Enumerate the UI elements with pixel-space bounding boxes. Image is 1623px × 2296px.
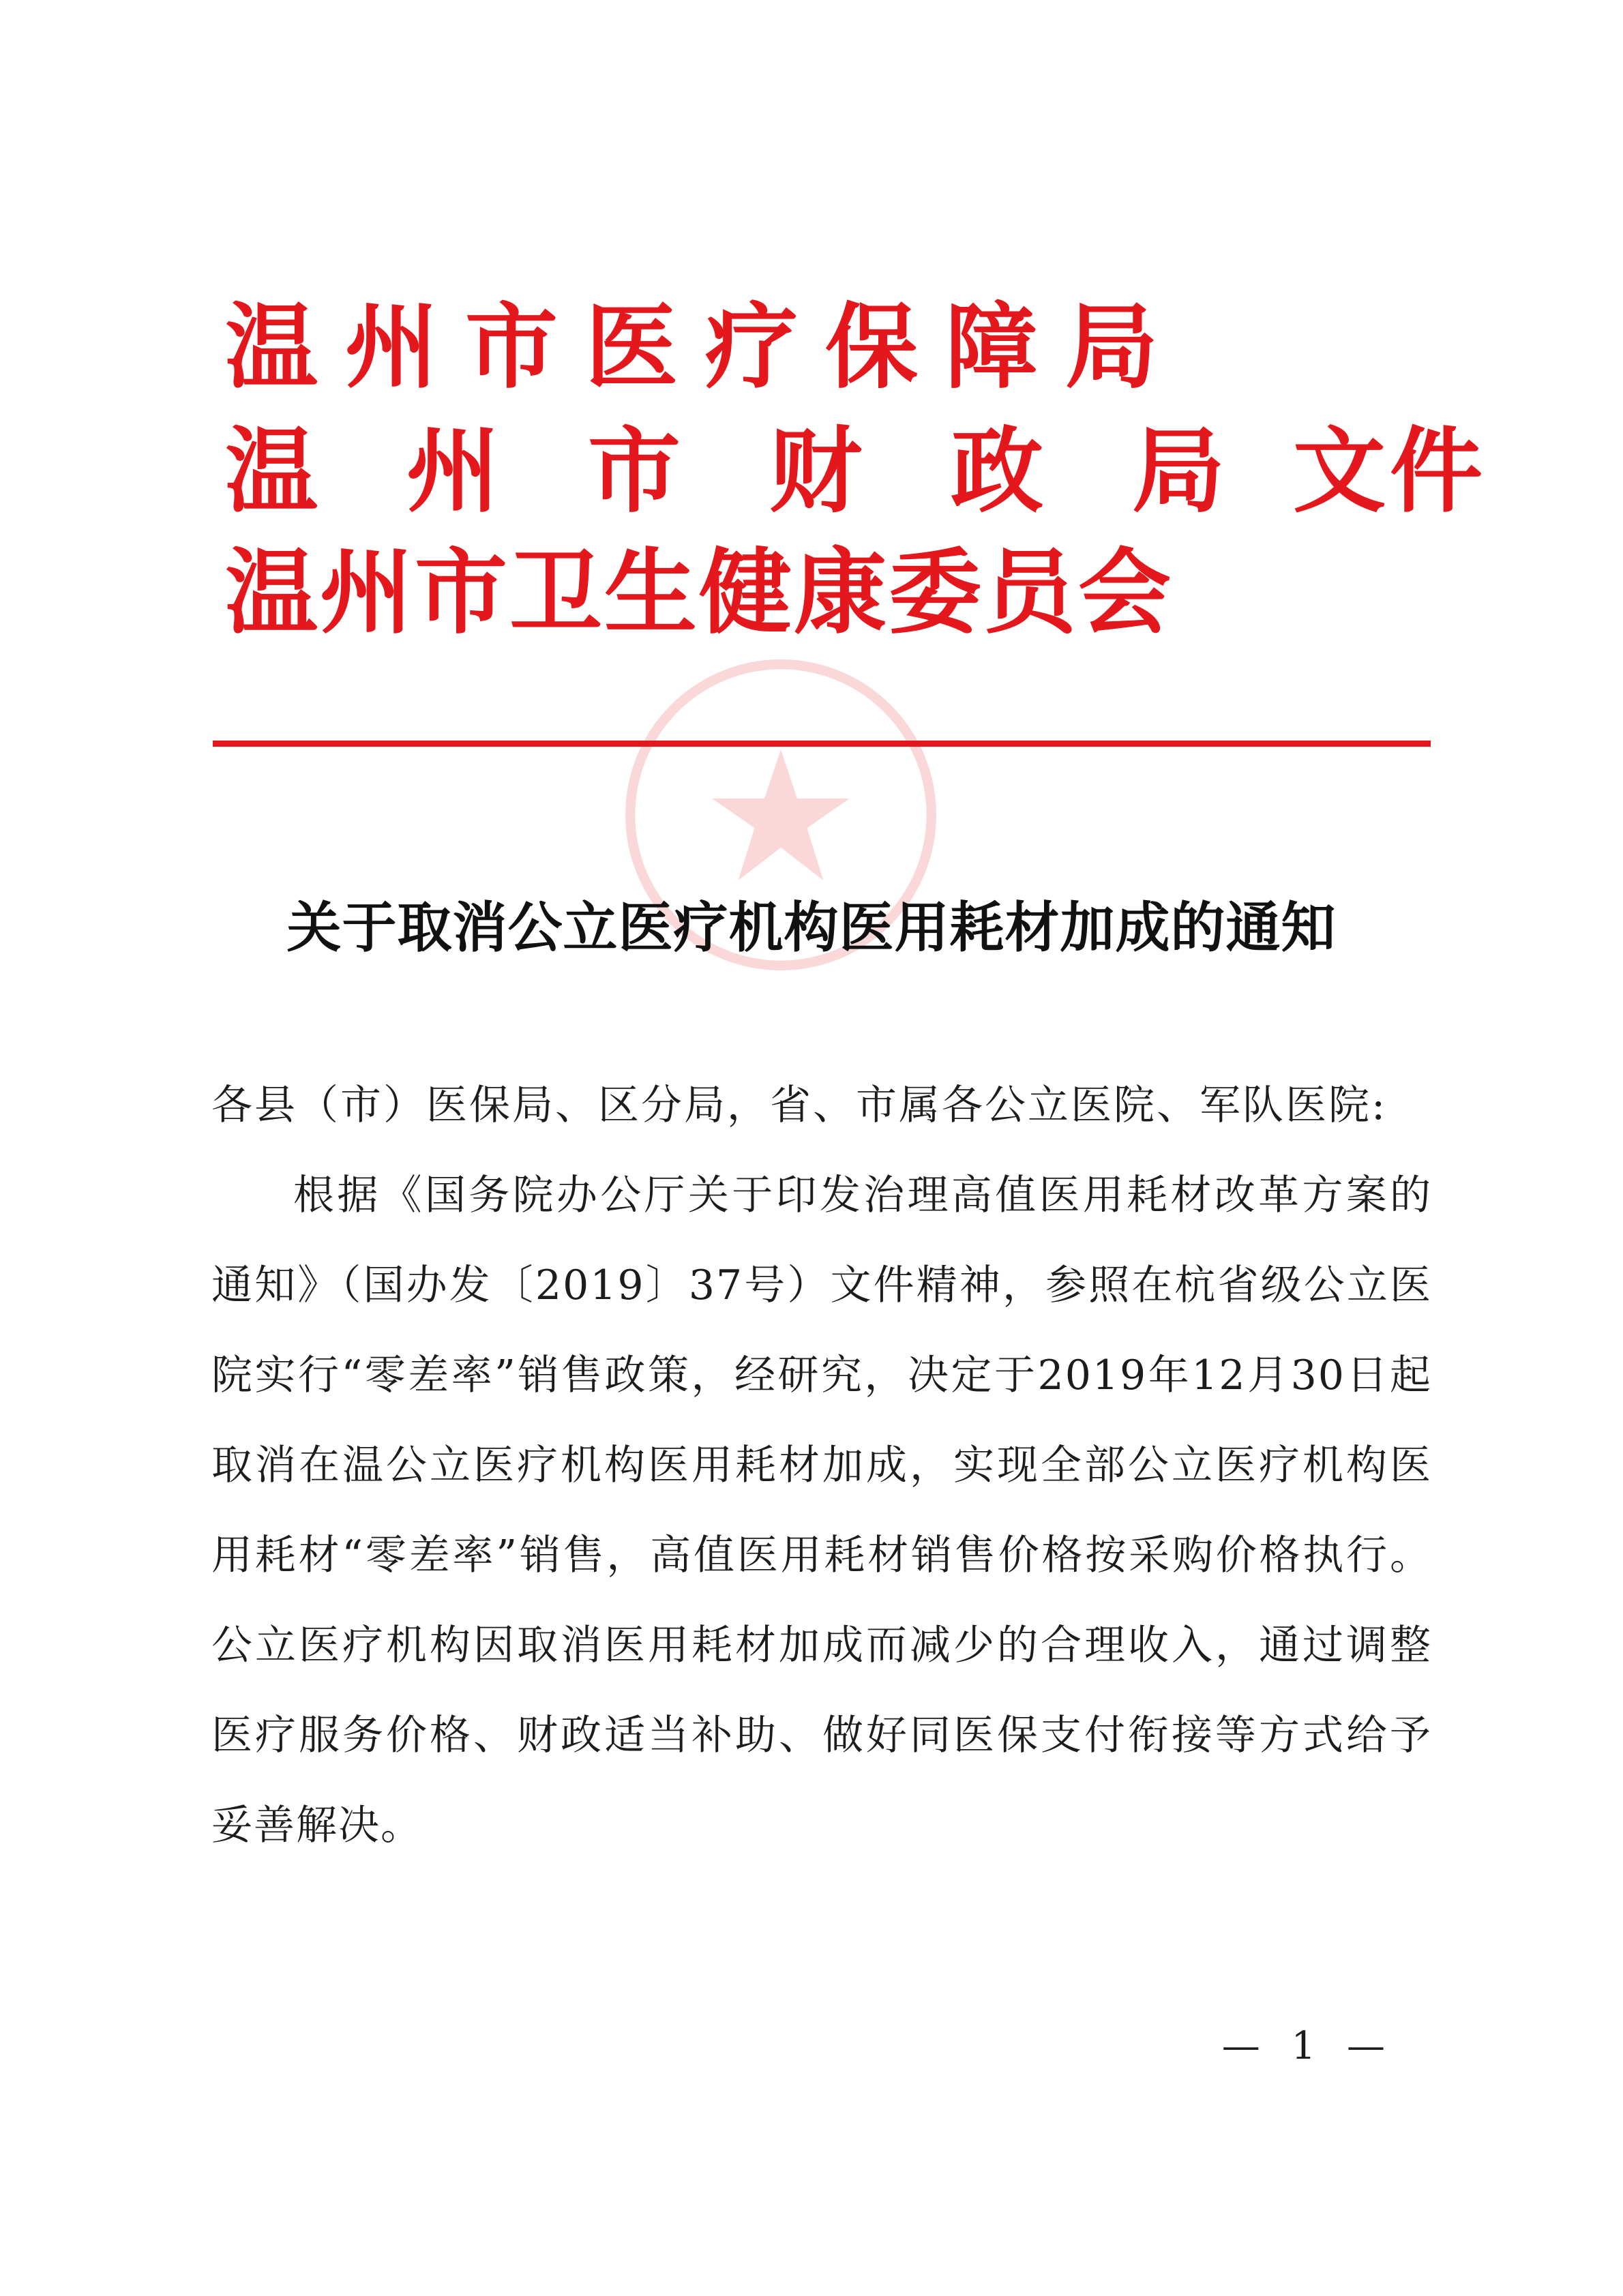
header-document-label: 文件 (1293, 418, 1487, 526)
addressee-line: 各县（市）医保局、区分局，省、市属各公立医院、军队医院: (211, 1082, 1388, 1129)
header-agency-finance (225, 417, 1487, 526)
header-agency-health-commission: 温州市卫生健康委员会 (225, 539, 1173, 647)
document-body (211, 1060, 1432, 1870)
page-number: — 1 — (1221, 2024, 1395, 2068)
red-divider-rule (213, 741, 1431, 747)
header-agency-medical-security: 温州市医疗保障局 (225, 294, 1185, 402)
body-paragraph: 根据《国务院办公厅关于印发治理高值医用耗材改革方案的通知》（国办发〔2019〕37号）文件精神，参照在杭省级公立医院实行“零差率”销售政策，经研究，决定于2019年12月30日起取消在温公立医疗机构医用耗材加成，实现全部公立医疗机构医用耗材“零差率”销售，高值医用耗材销售价格按采购价格执行。公立医疗机构因取消医用耗材加成而减少的合理收入，通过调整医疗服务价格、财政适当补助、做好同医保支付衔接等方式给予妥善解决。 (211, 1172, 1432, 1849)
header-agency-finance-name: 温州市财政局 (225, 418, 1313, 526)
document-title: 关于取消公立医疗机构医用耗材加成的通知 (286, 895, 1337, 959)
